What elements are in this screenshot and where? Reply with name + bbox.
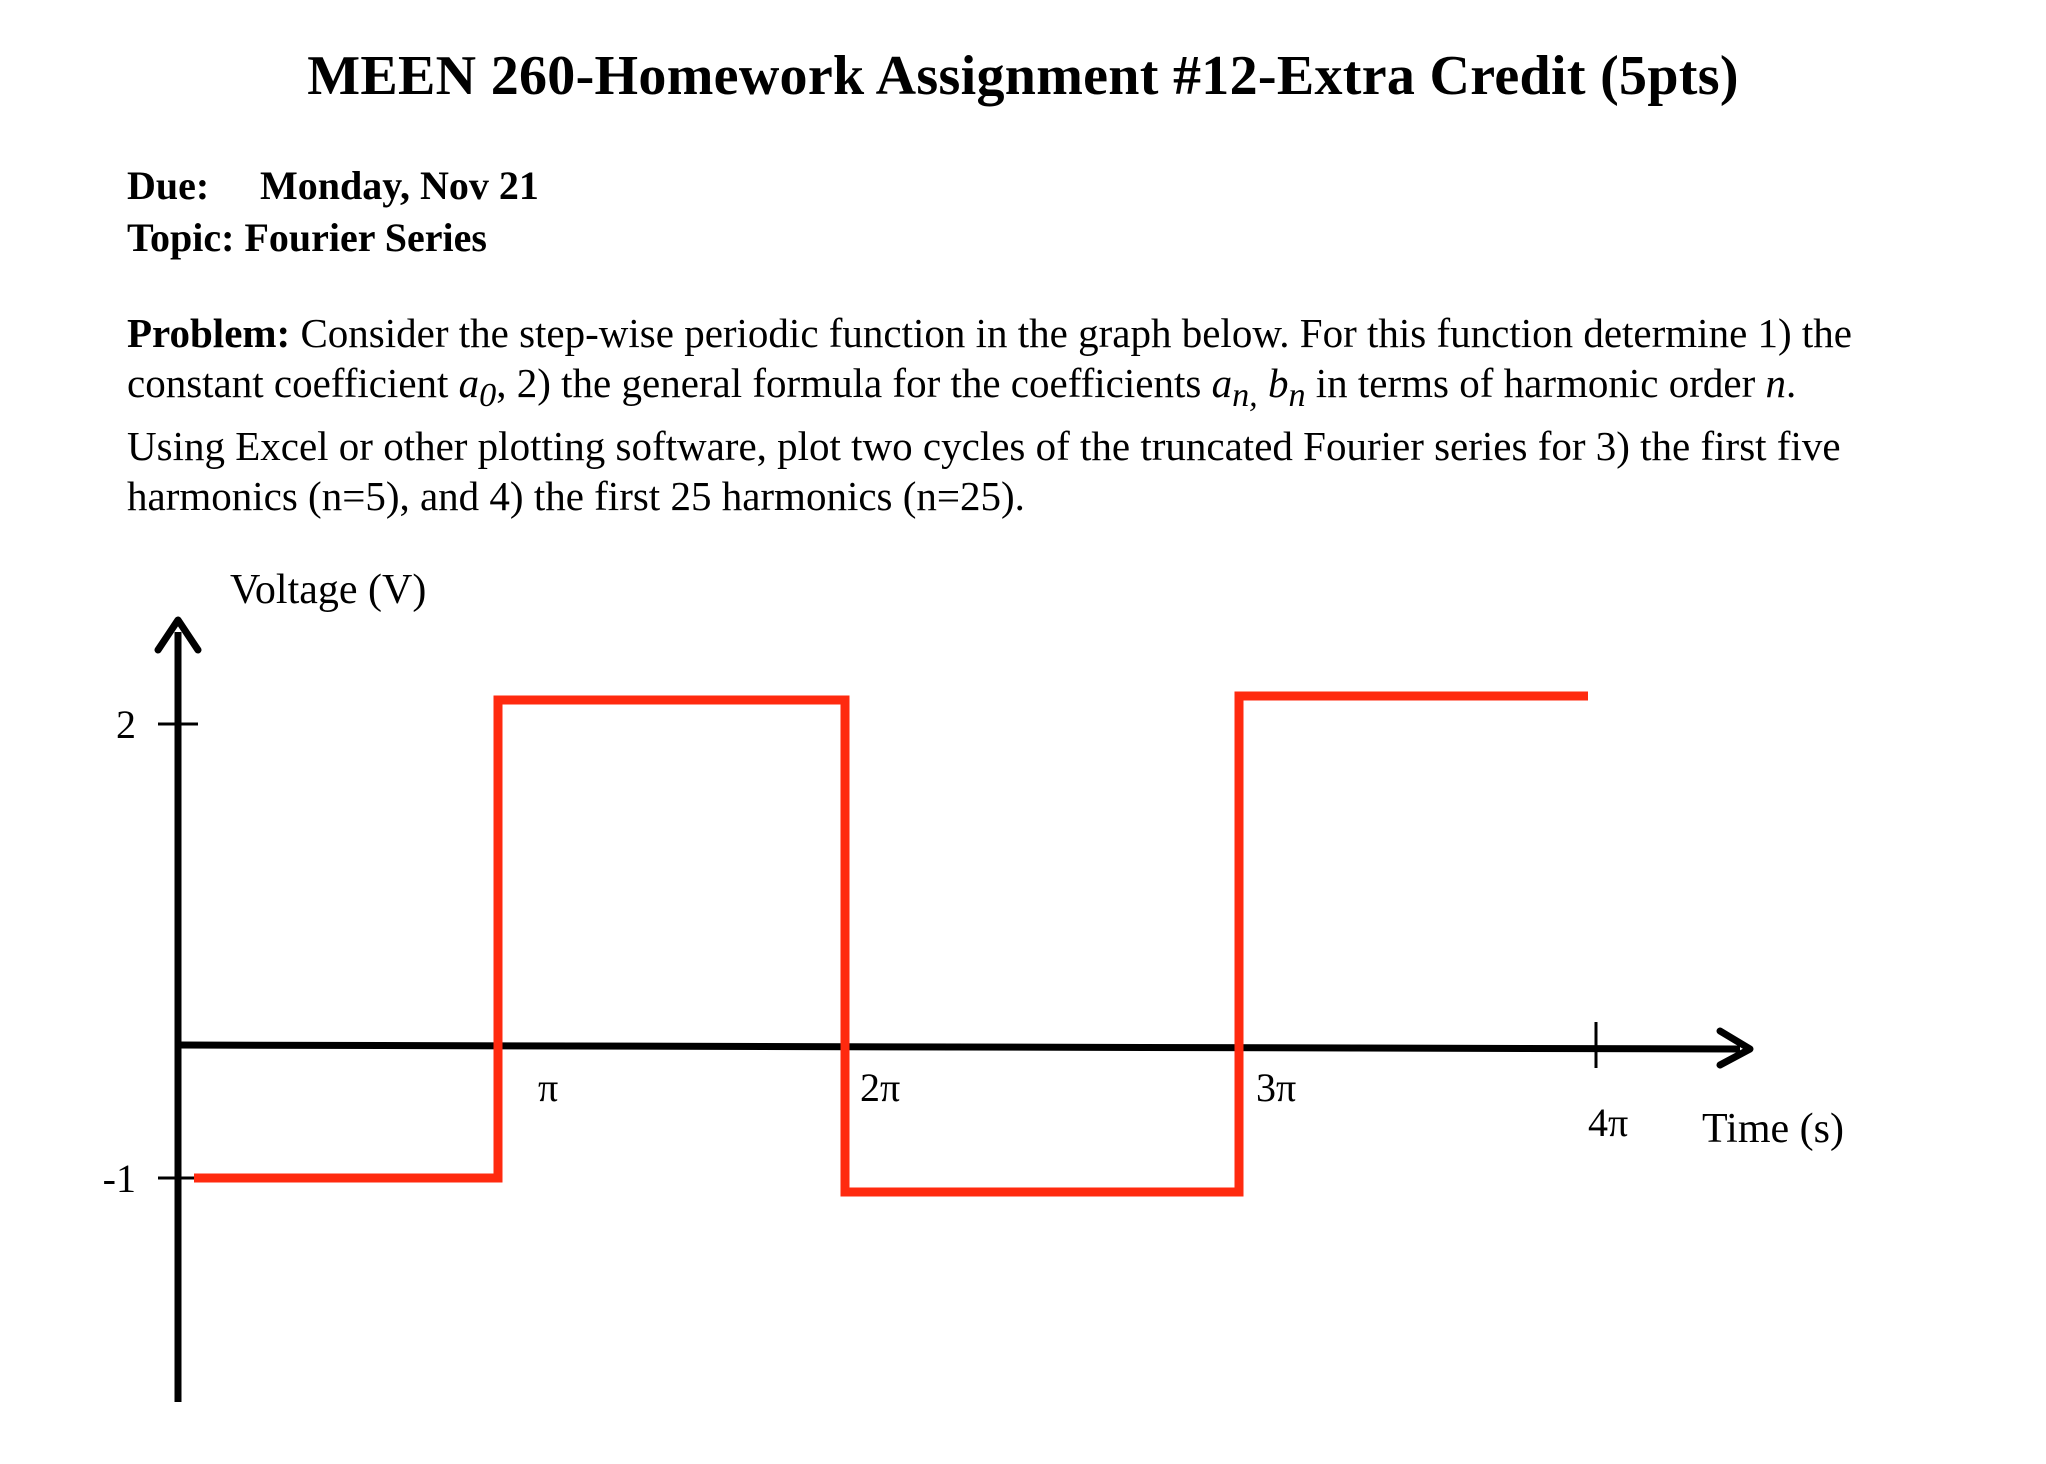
y-tick-label: -1 — [102, 1156, 136, 1201]
problem-text: , 2) the general formula for the coefficients — [496, 360, 1202, 406]
x-tick-label: 4π — [1588, 1100, 1629, 1145]
y-axis-label: Voltage (V) — [230, 567, 427, 613]
math-symbol: a — [1211, 360, 1233, 406]
problem-text: Consider the step-wise periodic function in the graph below. For this function determine 1) the — [300, 310, 1853, 356]
due-label: Due: — [127, 163, 210, 208]
axes — [158, 620, 1750, 1402]
topic-label: Topic: — [127, 215, 235, 260]
math-subscript: n — [1288, 377, 1306, 415]
math-subscript: 0 — [479, 377, 497, 415]
math-symbol: b — [1267, 360, 1289, 406]
x-tick-label: 3π — [1256, 1065, 1297, 1110]
x-axis-label: Time (s) — [1702, 1106, 1844, 1152]
step-series-line — [194, 696, 1588, 1192]
x-tick-label: 2π — [860, 1065, 901, 1110]
x-tick-label: π — [538, 1065, 559, 1110]
problem-text: harmonics (n=5), and 4) the first 25 harmonics (n=25). — [127, 473, 1025, 520]
math-symbol: n — [1765, 360, 1786, 406]
math-symbol: a — [458, 360, 480, 406]
labels — [103, 567, 1844, 1201]
series — [194, 696, 1588, 1192]
problem-text: constant coefficient — [127, 360, 449, 406]
problem-text: . — [1785, 360, 1797, 406]
topic-value: Fourier Series — [244, 215, 487, 260]
y-tick-label: 2 — [116, 702, 136, 747]
problem-text: Using Excel or other plotting software, plot two cycles of the truncated Fourier series for 3) the first five — [127, 423, 1841, 470]
math-subscript: n, — [1232, 377, 1258, 415]
x-axis-line — [178, 1045, 1740, 1049]
due-value: Monday, Nov 21 — [260, 163, 539, 208]
problem-text: in terms of harmonic order — [1315, 360, 1756, 406]
document-title: MEEN 260-Homework Assignment #12-Extra Credit (5pts) — [307, 45, 1739, 107]
problem-label: Problem: — [127, 310, 291, 356]
